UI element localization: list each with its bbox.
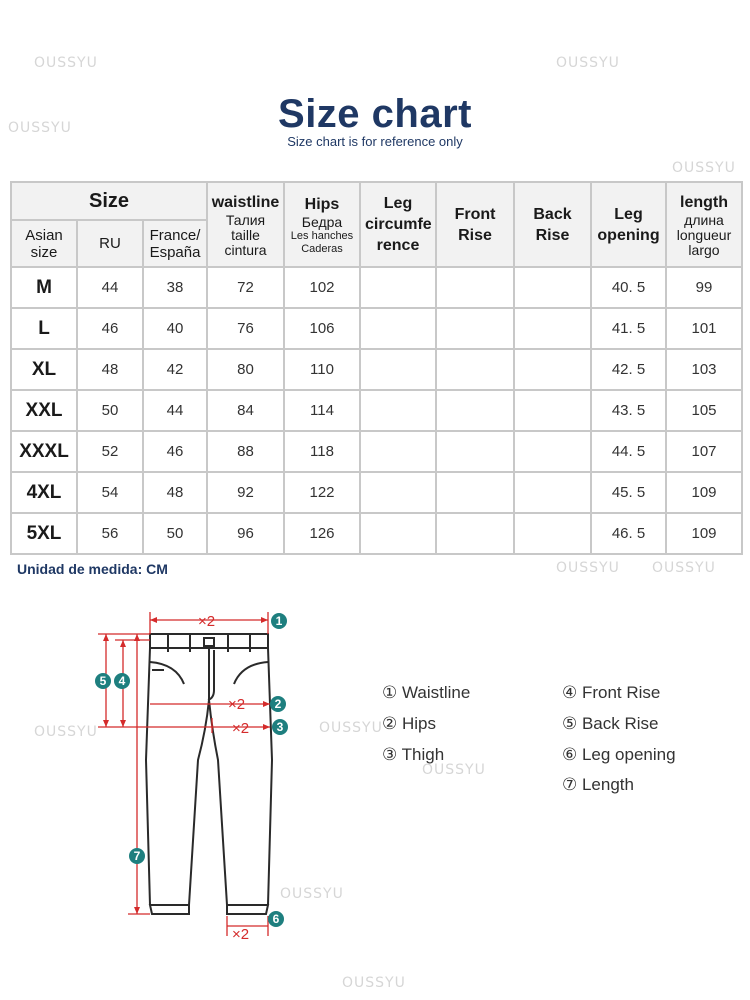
svg-text:6: 6 — [272, 912, 280, 926]
waistline-ru: Талия — [225, 211, 266, 228]
cell-opening: 46. 5 — [591, 513, 666, 554]
times2-label-hips: ×2 — [228, 696, 246, 713]
cell-ru: 50 — [77, 390, 143, 431]
marker-2-hips — [270, 696, 286, 712]
marker-7-length — [129, 848, 145, 864]
cell-fr: 46 — [143, 431, 207, 472]
cell-length: 107 — [666, 431, 742, 472]
watermark: OUSSYU — [342, 975, 406, 991]
marker-3-thigh — [272, 719, 288, 735]
back-rise-title: Back Rise — [533, 205, 572, 244]
cell-ru: 44 — [77, 267, 143, 308]
cell-length: 105 — [666, 390, 742, 431]
svg-text:7: 7 — [133, 849, 141, 863]
watermark: OUSSYU — [652, 560, 716, 576]
cell-waist: 92 — [207, 472, 284, 513]
marker-5-back-rise — [95, 673, 111, 689]
leg-circumference-title: Leg circumfe rence — [365, 195, 432, 254]
cell-hips: 122 — [284, 472, 360, 513]
cell-waist: 88 — [207, 431, 284, 472]
ru-header: RU — [77, 220, 143, 267]
length-ru: длина — [684, 211, 724, 228]
marker-4-front-rise — [114, 673, 130, 689]
legend-hips: ② Hips — [382, 714, 436, 733]
cell-waist: 96 — [207, 513, 284, 554]
svg-text:2: 2 — [274, 697, 282, 711]
legend-back-rise: ⑤ Back Rise — [562, 714, 659, 733]
cell-size: L — [11, 308, 77, 349]
cell-fr: 38 — [143, 267, 207, 308]
cell-opening: 43. 5 — [591, 390, 666, 431]
pants-outline — [146, 634, 272, 914]
cell-waist: 76 — [207, 308, 284, 349]
cell-hips: 126 — [284, 513, 360, 554]
cell-size: M — [11, 267, 77, 308]
legend-thigh: ③ Thigh — [382, 745, 445, 764]
cell-length: 99 — [666, 267, 742, 308]
cell-waist: 84 — [207, 390, 284, 431]
watermark: OUSSYU — [34, 724, 98, 740]
watermark: OUSSYU — [8, 120, 72, 136]
page-subtitle: Size chart is for reference only — [287, 134, 463, 149]
measure-lines — [98, 612, 276, 936]
watermark: OUSSYU — [556, 55, 620, 71]
watermark: OUSSYU — [556, 560, 620, 576]
cell-fr: 48 — [143, 472, 207, 513]
asian-size-header: Asian size — [11, 220, 77, 267]
cell-waist: 80 — [207, 349, 284, 390]
watermark: OUSSYU — [422, 762, 486, 778]
cell-size: XXL — [11, 390, 77, 431]
cell-hips: 106 — [284, 308, 360, 349]
cell-fr: 44 — [143, 390, 207, 431]
marker-6-leg-opening — [268, 911, 284, 927]
cell-waist: 72 — [207, 267, 284, 308]
cell-ru: 48 — [77, 349, 143, 390]
svg-text:4: 4 — [118, 674, 126, 688]
page-title: Size chart — [278, 92, 472, 136]
cell-ru: 56 — [77, 513, 143, 554]
france-header: France/ España — [143, 220, 207, 267]
cell-opening: 40. 5 — [591, 267, 666, 308]
cell-hips: 102 — [284, 267, 360, 308]
cell-length: 109 — [666, 472, 742, 513]
watermark: OUSSYU — [672, 160, 736, 176]
cell-size: 4XL — [11, 472, 77, 513]
leg-opening-title: Leg opening — [597, 205, 660, 244]
legend-front-rise: ④ Front Rise — [562, 683, 661, 702]
hips-title: Hips — [304, 195, 340, 213]
watermark: OUSSYU — [319, 720, 383, 736]
times2-label-waist: ×2 — [198, 613, 216, 630]
svg-text:3: 3 — [276, 720, 284, 734]
hips-fr: Les hanches — [290, 229, 354, 242]
waistline-es: cintura — [224, 241, 267, 258]
watermark: OUSSYU — [34, 55, 98, 71]
size-header: Size — [11, 182, 207, 220]
cell-fr: 42 — [143, 349, 207, 390]
cell-hips: 118 — [284, 431, 360, 472]
cell-opening: 45. 5 — [591, 472, 666, 513]
legend-waistline: ① Waistline — [382, 683, 471, 702]
cell-size: XXXL — [11, 431, 77, 472]
unit-note: Unidad de medida: CM — [17, 561, 168, 577]
cell-opening: 44. 5 — [591, 431, 666, 472]
cell-opening: 41. 5 — [591, 308, 666, 349]
cell-ru: 46 — [77, 308, 143, 349]
measure-arrowheads — [103, 617, 270, 914]
times2-label-opening: ×2 — [232, 926, 250, 943]
cell-opening: 42. 5 — [591, 349, 666, 390]
times2-label-thigh: ×2 — [232, 720, 250, 737]
length-es: largo — [688, 241, 720, 258]
cell-fr: 50 — [143, 513, 207, 554]
length-title: length — [680, 193, 728, 211]
cell-ru: 52 — [77, 431, 143, 472]
legend-leg-opening: ⑥ Leg opening — [562, 745, 676, 764]
cell-length: 109 — [666, 513, 742, 554]
length-fr: longueur — [676, 226, 732, 243]
cell-length: 101 — [666, 308, 742, 349]
front-rise-title: Front Rise — [454, 205, 496, 244]
svg-text:5: 5 — [99, 674, 107, 688]
cell-size: 5XL — [11, 513, 77, 554]
cell-ru: 54 — [77, 472, 143, 513]
hips-ru: Бедра — [301, 213, 343, 230]
cell-size: XL — [11, 349, 77, 390]
waistline-title: waistline — [211, 193, 280, 211]
marker-1-waistline — [271, 613, 287, 629]
hips-es: Caderas — [301, 242, 343, 255]
cell-hips: 114 — [284, 390, 360, 431]
cell-fr: 40 — [143, 308, 207, 349]
watermark: OUSSYU — [280, 886, 344, 902]
legend-length: ⑦ Length — [562, 775, 634, 794]
svg-text:1: 1 — [275, 614, 283, 628]
waistline-fr: taille — [231, 226, 260, 243]
cell-length: 103 — [666, 349, 742, 390]
cell-hips: 110 — [284, 349, 360, 390]
